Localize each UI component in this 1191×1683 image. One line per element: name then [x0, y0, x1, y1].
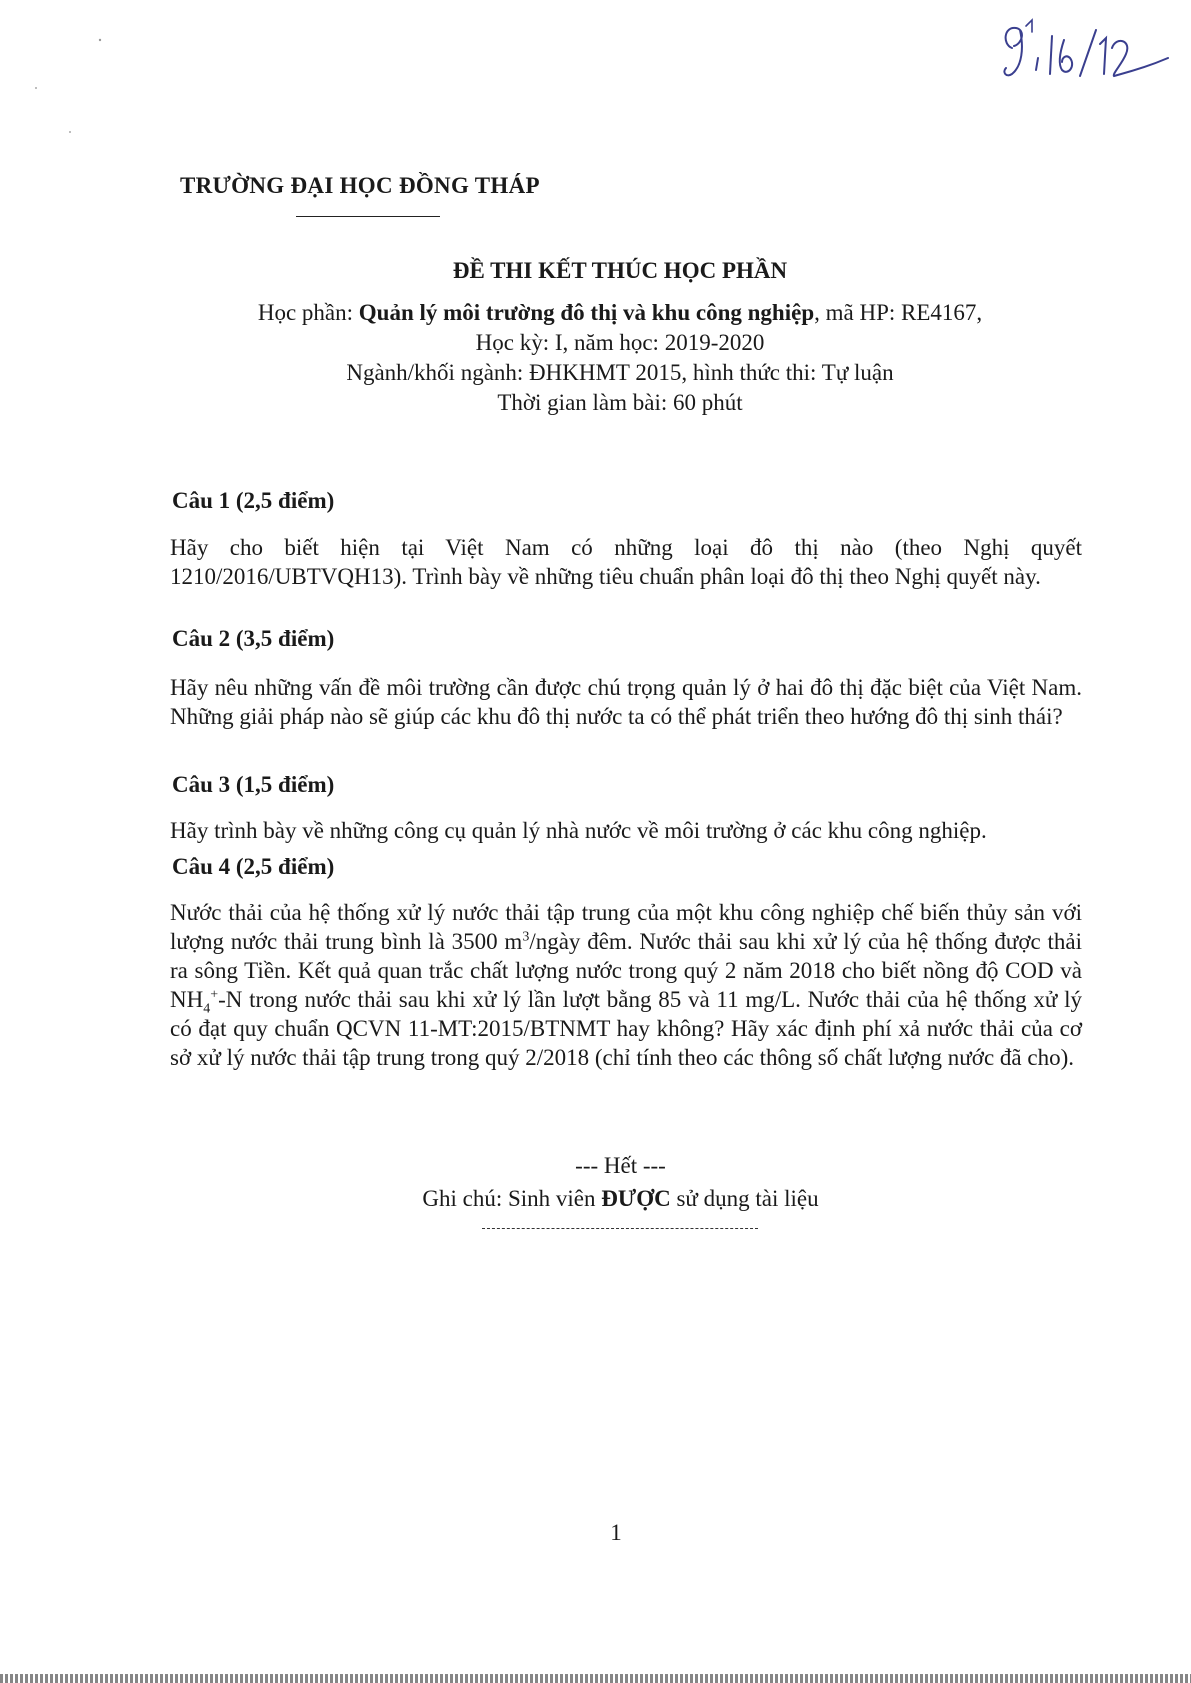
- school-underline: [296, 216, 440, 217]
- footer-dashed-rule: [482, 1228, 758, 1229]
- q4-text-b: /ngày đêm. Nước thải sau khi xử lý của hệ thống được thải ra sông Tiền. Kết quả quan trắc chất lượng nước trong quý 2 năm 2018 cho biết nồng độ COD và NH: [170, 929, 1082, 1012]
- scan-bottom-edge: [0, 1674, 1191, 1683]
- question-2-heading: Câu 2 (3,5 điểm): [172, 626, 335, 651]
- course-line: [0, 300, 1191, 326]
- duration-line: Thời gian làm bài: 60 phút: [497, 390, 743, 415]
- end-marker: --- Hết ---: [575, 1153, 666, 1178]
- q4-sub-b: 4: [203, 1001, 211, 1017]
- course-prefix: Học phần:: [257, 300, 359, 325]
- course-code: , mã HP: RE4167,: [814, 300, 983, 325]
- q4-text-a: Nước thải của hệ thống xử lý nước thải tập trung của một khu công nghiệp chế biến thủy sản với lượng nước thải trung bình là 3500 m: [170, 900, 1082, 954]
- note-bold: ĐƯỢC: [601, 1186, 671, 1211]
- note-prefix: Ghi chú: Sinh viên: [422, 1186, 602, 1211]
- note-suffix: sử dụng tài liệu: [670, 1186, 819, 1211]
- question-4-heading: Câu 4 (2,5 điểm): [172, 854, 335, 879]
- page-number: 1: [610, 1520, 622, 1545]
- q4-sup-a: 3: [522, 929, 530, 945]
- handwritten-note: [1000, 18, 1170, 88]
- question-1-heading: Câu 1 (2,5 điểm): [172, 488, 335, 513]
- semester-line: Học kỳ: I, năm học: 2019-2020: [475, 330, 765, 355]
- course-name: Quản lý môi trường đô thị và khu công nghiệp: [358, 300, 815, 325]
- scan-specks: [0, 0, 120, 160]
- q4-sup-b: +: [210, 987, 219, 1003]
- major-line: Ngành/khối ngành: ĐHKHMT 2015, hình thức thi: Tự luận: [346, 360, 894, 385]
- question-4-text: [170, 898, 1082, 1072]
- exam-title: ĐỀ THI KẾT THÚC HỌC PHẦN: [452, 258, 788, 283]
- school-name: TRƯỜNG ĐẠI HỌC ĐỒNG THÁP: [180, 173, 540, 198]
- q4-text-c: -N trong nước thải sau khi xử lý lần lượt bằng 85 và 11 mg/L. Nước thải của hệ thống xử lý có đạt quy chuẩn QCVN 11-MT:2015/BTNMT hay không? Hãy xác định phí xả nước thải của cơ sở xử lý nước thải tập trung trong quý 2/2018 (chỉ tính theo các thông số chất lượng nước đã cho).: [170, 987, 1082, 1070]
- footer-note: [0, 1186, 1191, 1212]
- question-1-text: Hãy cho biết hiện tại Việt Nam có những loại đô thị nào (theo Nghị quyết 1210/2016/UBTVQH13). Trình bày về những tiêu chuẩn phân loại đô thị theo Nghị quyết này.: [170, 535, 1082, 589]
- question-3-text: Hãy trình bày về những công cụ quản lý nhà nước về môi trường ở các khu công nghiệp.: [170, 818, 987, 843]
- question-2-text: Hãy nêu những vấn đề môi trường cần được chú trọng quản lý ở hai đô thị đặc biệt của Việt Nam. Những giải pháp nào sẽ giúp các khu đô thị nước ta có thể phát triển theo hướng đô thị sinh thái?: [170, 675, 1082, 729]
- question-3-heading: Câu 3 (1,5 điểm): [172, 772, 335, 797]
